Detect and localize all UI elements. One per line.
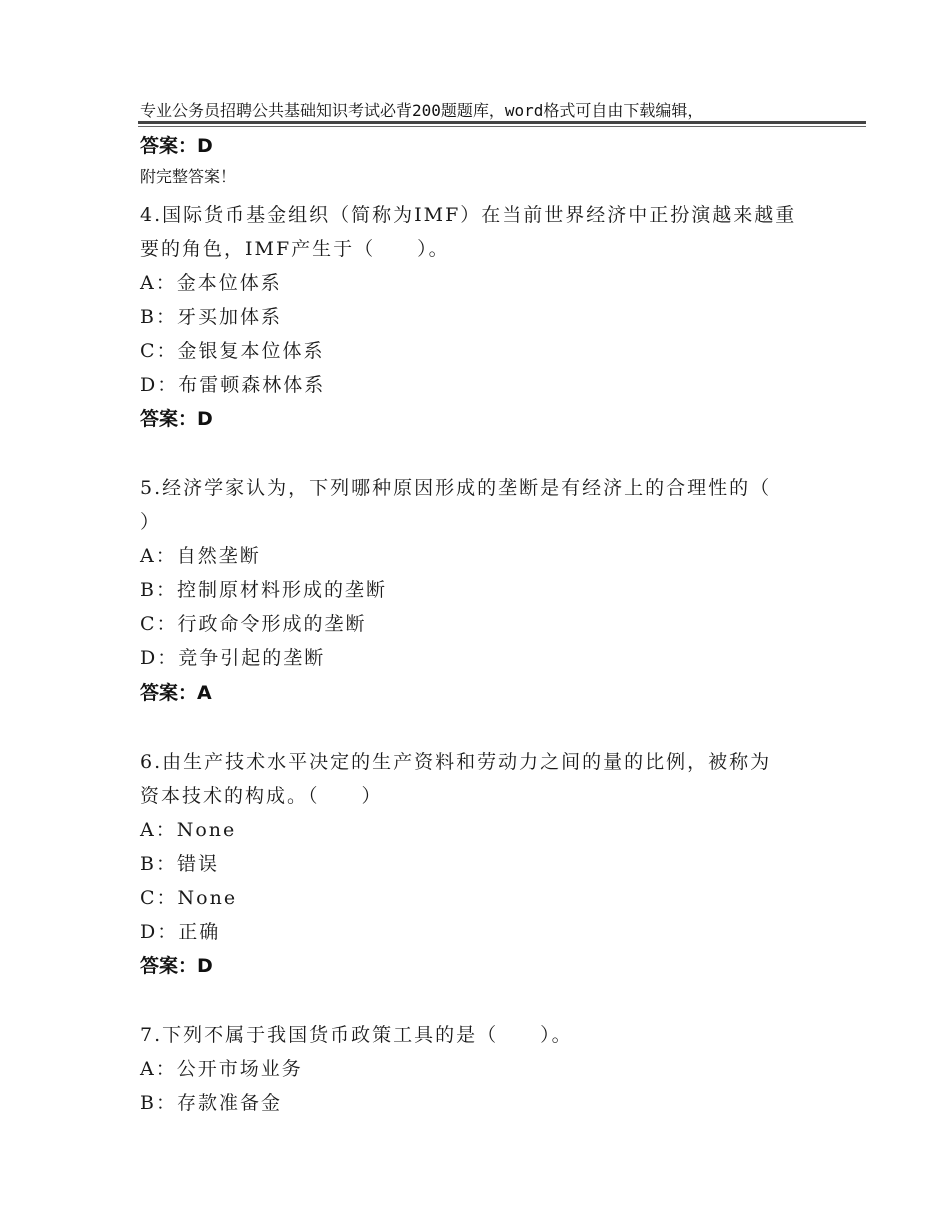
question-5-option-d: D：竞争引起的垄断 <box>140 647 326 669</box>
question-5-stem-line-2: ） <box>140 511 162 533</box>
question-6-option-b: B：错误 <box>140 853 219 875</box>
question-6-answer: 答案：D <box>140 955 213 977</box>
question-7-option-b: B：存款准备金 <box>140 1092 282 1114</box>
question-5-option-b: B：控制原材料形成的垄断 <box>140 579 387 601</box>
question-5-option-a: A：自然垄断 <box>140 545 261 567</box>
question-4-stem-line-2: 要的角色，IMF产生于（ ）。 <box>140 238 450 260</box>
header-divider <box>138 121 866 124</box>
question-4-answer: 答案：D <box>140 408 213 430</box>
question-4-stem-line-1: 4.国际货币基金组织（简称为IMF）在当前世界经济中正扮演越来越重 <box>140 204 797 226</box>
question-6-option-c: C：None <box>140 887 238 909</box>
header-divider-thin <box>138 126 866 127</box>
question-6-stem-line-2: 资本技术的构成。（ ） <box>140 785 383 807</box>
question-6-stem-line-1: 6.由生产技术水平决定的生产资料和劳动力之间的量的比例，被称为 <box>140 751 772 773</box>
question-4-option-d: D：布雷顿森林体系 <box>140 374 326 396</box>
question-5-stem-line-1: 5.经济学家认为，下列哪种原因形成的垄断是有经济上的合理性的（ <box>140 477 772 499</box>
answer-previous: 答案：D <box>140 135 213 157</box>
question-6-option-d: D：正确 <box>140 921 221 943</box>
question-4-option-c: C：金银复本位体系 <box>140 340 325 362</box>
question-5-option-c: C：行政命令形成的垄断 <box>140 613 367 635</box>
question-4-option-a: A：金本位体系 <box>140 272 282 294</box>
question-7-option-a: A：公开市场业务 <box>140 1058 303 1080</box>
header-line-2: 附完整答案！ <box>140 167 237 186</box>
question-7-stem-line-1: 7.下列不属于我国货币政策工具的是（ ）。 <box>140 1024 573 1046</box>
question-5-answer: 答案：A <box>140 682 212 704</box>
header-line-1: 专业公务员招聘公共基础知识考试必背200题题库，word格式可自由下载编辑， <box>140 101 704 120</box>
question-4-option-b: B：牙买加体系 <box>140 306 282 328</box>
question-6-option-a: A：None <box>140 819 237 841</box>
